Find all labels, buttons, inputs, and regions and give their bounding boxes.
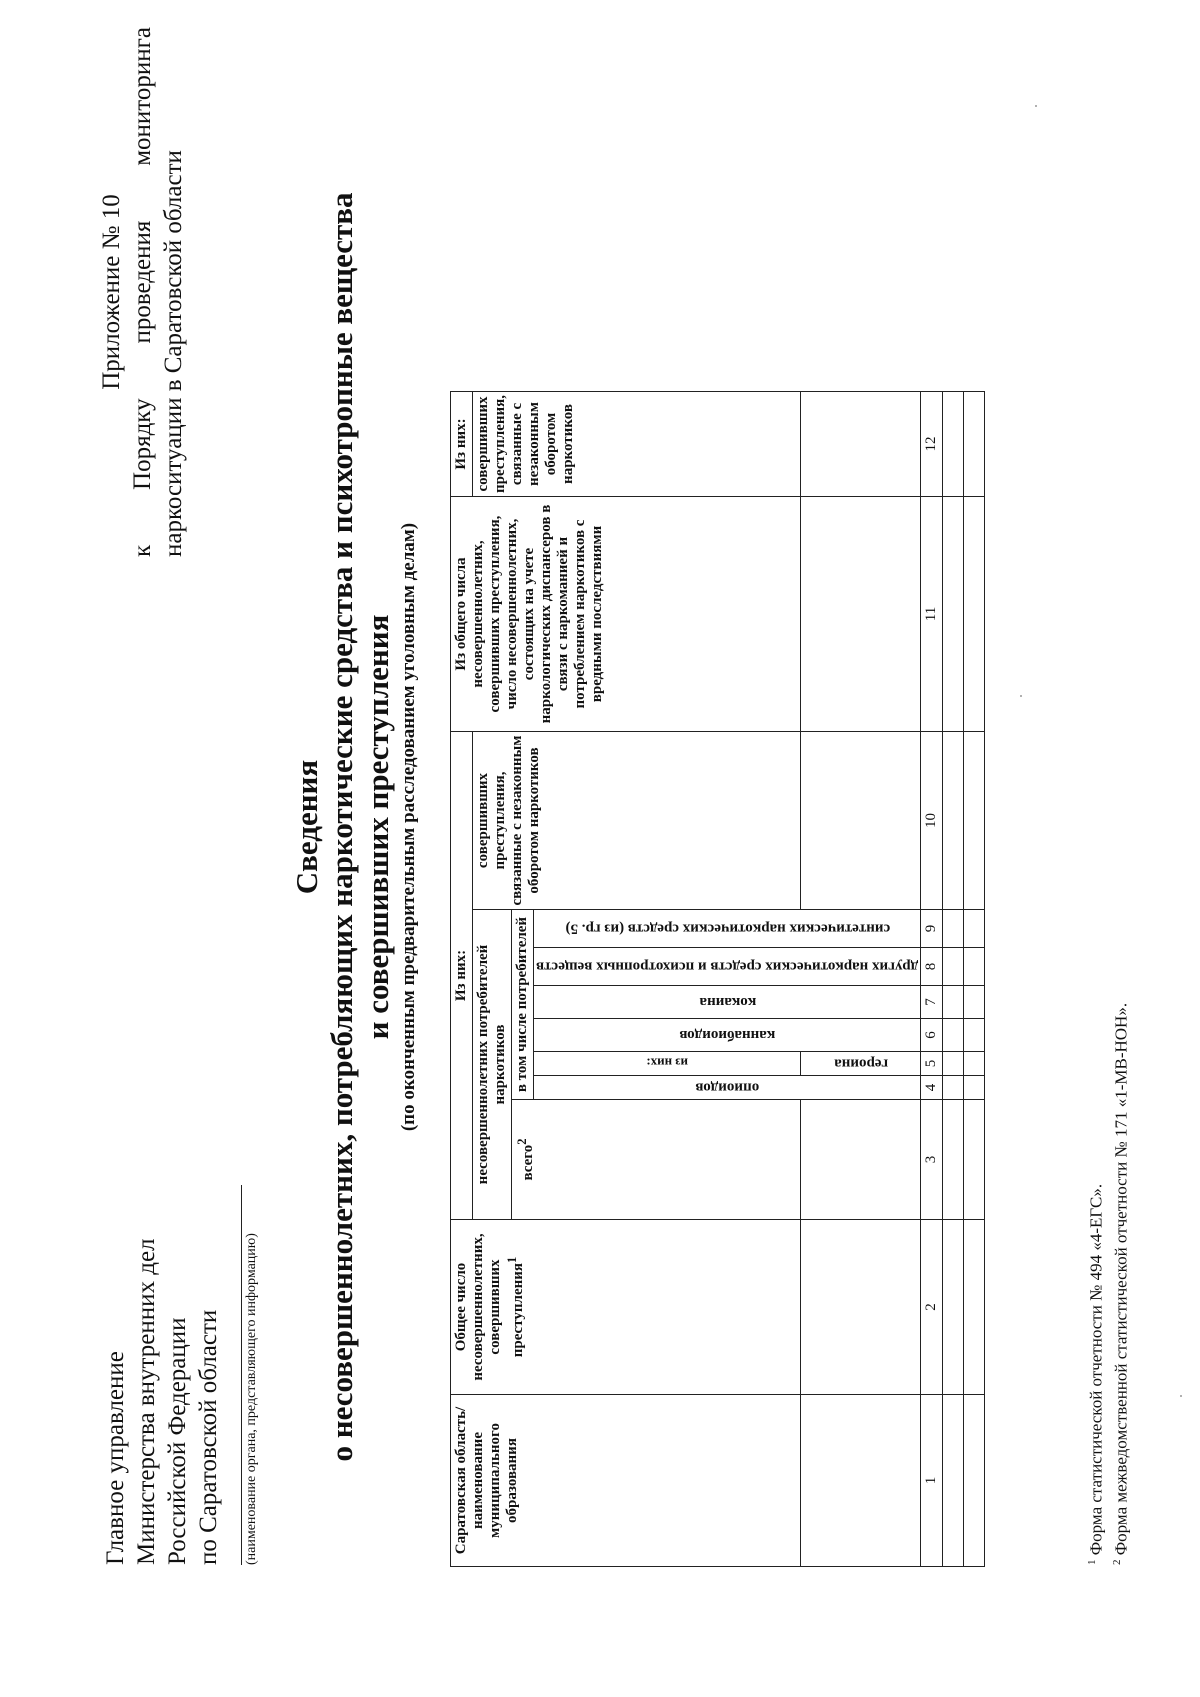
- authority-line: Главное управление: [102, 1351, 129, 1565]
- statistics-table: [450, 391, 985, 1567]
- header-cannabinoids: каннабиоидов: [534, 1019, 921, 1052]
- title-heading: Сведения: [289, 759, 324, 895]
- table-cell[interactable]: [943, 948, 964, 986]
- column-number: 10: [921, 732, 943, 910]
- document-title: [290, 177, 422, 1477]
- authority-line: Министерства внутренних дел: [133, 1238, 160, 1565]
- header-in-number: в том числе потребителей: [512, 910, 534, 1100]
- table-cell[interactable]: [943, 1220, 964, 1395]
- header-heroin: героина: [801, 1052, 921, 1076]
- header-of-them-registered: Из них:: [451, 391, 473, 496]
- table-cell[interactable]: [943, 497, 964, 732]
- table-cell[interactable]: [943, 1076, 964, 1100]
- header-spacer: [801, 1395, 921, 1567]
- table-cell[interactable]: [964, 986, 985, 1019]
- header-other-drugs: других наркотических средств и психотропных веществ: [534, 948, 921, 986]
- header-spacer: [801, 497, 921, 732]
- empty-data-row: [964, 391, 985, 1566]
- title-note: (по оконченным предварительным расследованием уголовным делам): [398, 522, 419, 1132]
- scan-speck: [1180, 1395, 1182, 1397]
- table-cell[interactable]: [943, 732, 964, 910]
- table-cell[interactable]: [964, 497, 985, 732]
- header-consumers: несовершеннолетних потребителей наркотиков: [473, 910, 512, 1220]
- empty-data-row: [943, 391, 964, 1566]
- title-subject: о несовершеннолетних, потребляющих наркотические средства и психотропные вещества: [324, 192, 359, 1462]
- scan-speck: [1020, 695, 1022, 697]
- authority-line: Российской Федерации: [164, 1317, 191, 1565]
- authority-line: по Саратовской области: [195, 1309, 222, 1565]
- column-number: 1: [921, 1395, 943, 1567]
- issuing-authority: [100, 1145, 224, 1565]
- header-spacer: [801, 391, 921, 496]
- column-number: 9: [921, 910, 943, 948]
- header-registered: Из общего числа несовершеннолетних, совершивших преступления, число несовершеннолетних, состоящих на учете наркологических диспансеров в связи с наркоманией и потреблением наркотиков с вредными последствиями: [451, 497, 801, 732]
- column-number: 2: [921, 1220, 943, 1395]
- table-cell[interactable]: [943, 391, 964, 496]
- footnote: $^1$ Форма статистической отчетности № 494 «4-ЕГС».: [1086, 1183, 1106, 1565]
- header-of-them-small: из них:: [534, 1052, 801, 1076]
- header-committed-crimes: совершивших преступления, связанные с незаконным оборотом наркотиков: [473, 732, 801, 910]
- header-of-them: Из них:: [451, 732, 473, 1220]
- header-opioids: опиоидов: [534, 1076, 921, 1100]
- table-cell[interactable]: [943, 1019, 964, 1052]
- header-consumers-total: всего$^2$: [512, 1100, 801, 1220]
- table-cell[interactable]: [964, 948, 985, 986]
- header-cocaine: кокаина: [534, 986, 921, 1019]
- column-number: 3: [921, 1100, 943, 1220]
- column-numbers-row: [921, 391, 943, 1566]
- table-cell[interactable]: [964, 732, 985, 910]
- table-cell[interactable]: [964, 1395, 985, 1567]
- table-cell[interactable]: [943, 910, 964, 948]
- column-number: 6: [921, 1019, 943, 1052]
- column-number: 4: [921, 1076, 943, 1100]
- table-cell[interactable]: [964, 910, 985, 948]
- scan-speck: [1035, 105, 1037, 107]
- header-spacer: [801, 1220, 921, 1395]
- table-cell[interactable]: [964, 1076, 985, 1100]
- table-cell[interactable]: [964, 1052, 985, 1076]
- title-subject-cont: и совершивших преступления: [360, 614, 395, 1040]
- header-synthetic: синтетических наркотических средств (из гр. 5): [534, 910, 921, 948]
- table-cell[interactable]: [964, 1220, 985, 1395]
- header-spacer: [801, 1100, 921, 1220]
- appendix-number: Приложение № 10: [98, 194, 125, 390]
- table-cell[interactable]: [964, 1100, 985, 1220]
- header-spacer: [801, 732, 921, 910]
- column-number: 8: [921, 948, 943, 986]
- header-total-juveniles: Общее число несовершеннолетних, совершивших преступления$^1$: [451, 1220, 801, 1395]
- table-cell[interactable]: [943, 986, 964, 1019]
- table-cell[interactable]: [943, 1052, 964, 1076]
- appendix-reference: к Порядку проведения мониторинга: [129, 27, 156, 557]
- appendix-reference-cont: наркоситуации в Саратовской области: [160, 150, 187, 557]
- column-number: 11: [921, 497, 943, 732]
- column-number: 7: [921, 986, 943, 1019]
- table-cell[interactable]: [964, 391, 985, 496]
- footnote: $^2$ Форма межведомственной статистической отчетности № 171 «1-МВ-НОН».: [1110, 1002, 1131, 1565]
- column-number: 12: [921, 391, 943, 496]
- column-number: 5: [921, 1052, 943, 1076]
- header-registered-crimes: совершивших преступления, связанные с незаконным оборотом наркотиков: [473, 391, 801, 496]
- table-cell[interactable]: [943, 1100, 964, 1220]
- table-cell[interactable]: [943, 1395, 964, 1567]
- appendix-header: [96, 27, 189, 557]
- authority-caption: (наименование органа, представляющего информацию): [244, 1233, 259, 1565]
- header-region: Саратовская область/ наименование муниципального образования: [451, 1395, 801, 1567]
- signature-rule: [241, 1185, 242, 1565]
- footnotes: [1082, 1003, 1131, 1565]
- table-cell[interactable]: [964, 1019, 985, 1052]
